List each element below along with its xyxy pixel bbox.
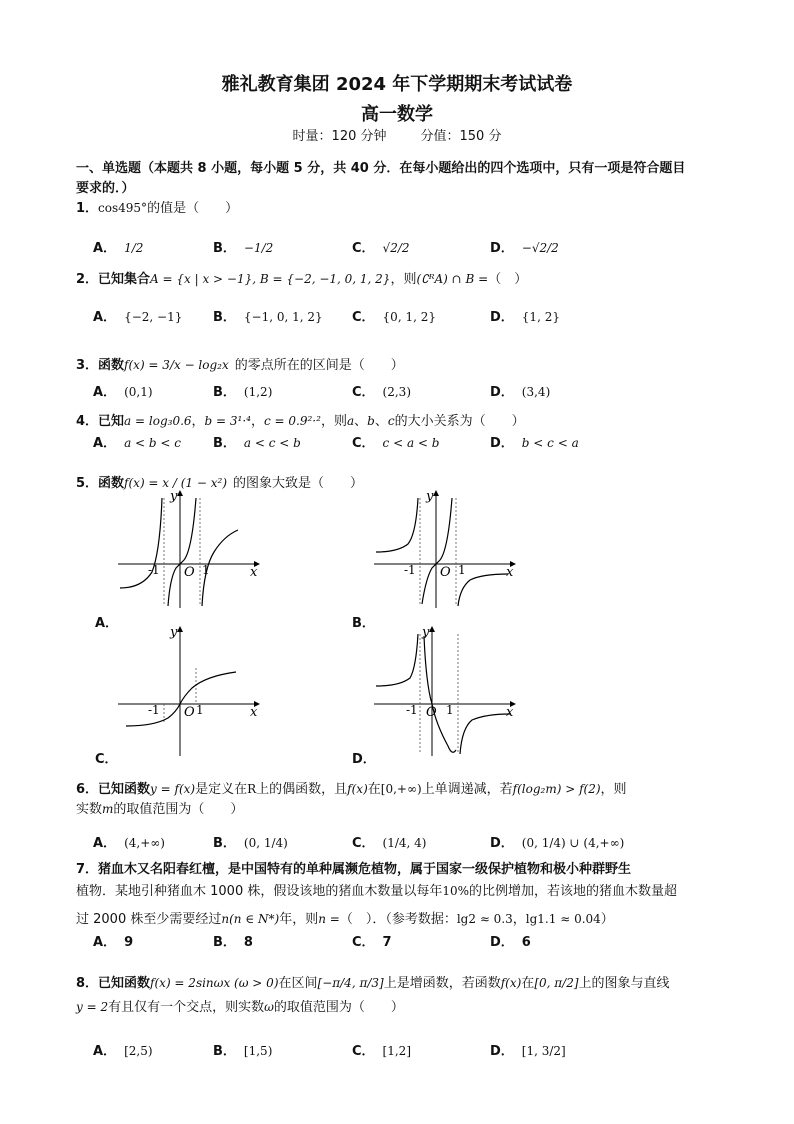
tick-label: -1 [148, 703, 160, 717]
option-value: 6 [521, 935, 531, 950]
option-value: 7 [382, 935, 392, 950]
option-value: b < c < a [521, 436, 579, 450]
graph-c [114, 624, 264, 758]
option-value: (0,1) [124, 385, 153, 399]
q8-interval2: [0, π/2] [534, 976, 579, 990]
q8-expr2: f(x) [500, 976, 522, 990]
option-label: B． [213, 310, 236, 325]
q7-option-c [352, 931, 392, 950]
graph-d [370, 624, 520, 758]
section-heading-line1: 一、单选题（本题共 8 小题，每小题 5 分，共 40 分．在每小题给出的四个选项中，只有一项是符合题目 [76, 161, 686, 176]
q6-option-c [352, 832, 427, 851]
option-value: [1, 3/2] [521, 1044, 566, 1058]
separator: ， [512, 912, 526, 927]
q7-ref2: lg1.1 ≈ 0.04 [525, 912, 601, 926]
option-label: D． [490, 1044, 514, 1059]
origin-label: O [426, 705, 437, 720]
q4-option-d [490, 432, 579, 451]
q3-option-c [352, 381, 411, 400]
q7-text: 过 2000 株至少需要经过 [76, 912, 222, 927]
q4-option-c [352, 432, 439, 451]
q6-text: 上单调递减，若 [421, 782, 513, 797]
var-a: a [346, 414, 355, 428]
exam-meta [0, 125, 794, 144]
tick-label: -1 [148, 563, 160, 577]
q5-stem: 的图象大致是（ ） [233, 476, 364, 491]
q8-option-d [490, 1040, 566, 1059]
option-label: A． [93, 385, 117, 400]
question-7-line2 [76, 880, 677, 899]
option-label: A． [93, 241, 117, 256]
question-number: 4．已知 [76, 414, 125, 429]
q4-expr-b: b = 3¹·⁴ [204, 414, 251, 428]
q6-text: 是定义在 [195, 782, 248, 797]
option-value: {1, 2} [521, 310, 560, 324]
option-value: [1,5) [243, 1044, 273, 1058]
y-axis-label: y [170, 489, 178, 504]
option-value: (3,4) [521, 385, 551, 399]
q7-ref1: lg2 ≈ 0.3 [456, 912, 513, 926]
q7-n: n = [318, 912, 340, 926]
option-value: −√2/2 [521, 241, 559, 255]
option-value: 9 [124, 935, 134, 950]
option-label: A． [93, 836, 117, 851]
option-value: 8 [243, 935, 253, 950]
option-value: a < b < c [124, 436, 181, 450]
q6-option-d [490, 832, 624, 851]
y-axis-label: y [426, 489, 434, 504]
q3-option-d [490, 381, 550, 400]
q4-stem: 的大小关系为（ ） [394, 414, 525, 429]
option-label: C． [352, 836, 375, 851]
q6-option-b [213, 832, 288, 851]
q7-option-d [490, 931, 531, 950]
y-arrow-icon [177, 490, 183, 496]
question-number: 1． [76, 201, 99, 216]
q6-expr3: [0,+∞) [380, 782, 422, 796]
curve-middle [424, 636, 456, 752]
y-arrow-icon [433, 490, 439, 496]
q6-expr2: f(x) [347, 782, 368, 796]
q8-text: 在区间 [278, 976, 318, 991]
q6-R: R [247, 782, 257, 796]
q8-text: 上是增函数，若函数 [383, 976, 501, 991]
question-1 [76, 197, 238, 216]
tick-label: -1 [404, 563, 416, 577]
q7-text: 7．猪血木又名阳春红檀，是中国特有的单种属濒危植物，属于国家一级保护植物和极小种群野生 [76, 862, 632, 877]
separator: ， [250, 414, 264, 429]
option-label: D． [490, 436, 514, 451]
q4-expr-c: c = 0.9²·² [264, 414, 321, 428]
q6-m: m [102, 802, 114, 816]
q8-option-b [213, 1040, 272, 1059]
question-8-line2 [76, 996, 404, 1015]
option-label: C． [352, 310, 375, 325]
option-label: D． [490, 935, 514, 950]
question-8-line1 [76, 972, 670, 991]
q1-option-a [93, 237, 143, 256]
option-value: (1/4, 4) [382, 836, 427, 850]
option-value: [1,2] [382, 1044, 411, 1058]
exam-title: 雅礼教育集团 2024 年下学期期末考试试卷 [221, 74, 573, 95]
q4-stem-pre: ，则 [320, 414, 347, 429]
x-axis-label: x [250, 705, 258, 720]
curve-right [458, 574, 508, 606]
score-label: 分值：150 分 [420, 129, 502, 144]
q8-line2-expr: y = 2 [76, 1000, 109, 1014]
section-heading-line2: 要求的．） [76, 181, 135, 196]
option-label: B． [213, 436, 236, 451]
var-b: b [367, 414, 375, 428]
q8-expr1: f(x) = 2sinωx (ω > 0) [150, 976, 279, 990]
origin-label: O [440, 565, 451, 580]
q6-expr4: f(log₂m) > f(2) [512, 782, 601, 796]
option-label: B． [213, 241, 236, 256]
q7-text: （ ）．（参考数据： [339, 912, 457, 927]
question-number: 3．函数 [76, 358, 125, 373]
q7-option-b [213, 931, 253, 950]
question-2 [76, 268, 527, 287]
q2-mid: ，则 [390, 272, 417, 287]
q2-option-b [213, 306, 323, 325]
y-axis-label: y [422, 625, 430, 640]
tick-label: 1 [196, 703, 204, 717]
option-label: A． [93, 436, 117, 451]
q2-option-a [93, 306, 182, 325]
option-label: B． [213, 385, 236, 400]
curve-right [460, 714, 510, 754]
graph-b [370, 488, 520, 610]
q7-text: 植物．某地引种猪血木 1000 株，假设该地的猪血木数量以每年 [76, 884, 443, 899]
q1-option-c [352, 237, 410, 256]
separator: 、 [354, 414, 368, 429]
q5-expr: f(x) = x / (1 − x²) [124, 476, 228, 490]
q8-option-c [352, 1040, 411, 1059]
q5-option-b: B． [352, 616, 375, 631]
question-number: 8．已知函数 [76, 976, 151, 991]
question-3 [76, 354, 404, 373]
q1-stem: 的值是（ ） [147, 201, 239, 216]
q5-option-d: D． [352, 752, 376, 767]
x-axis-label: x [506, 565, 514, 580]
option-value: {0, 1, 2} [382, 310, 436, 324]
origin-label: O [184, 705, 195, 720]
q8-interval1: [−π/4, π/3] [317, 976, 384, 990]
q2-stem: （ ） [488, 272, 528, 287]
option-label: B． [213, 836, 236, 851]
origin-label: O [184, 565, 195, 580]
q6-expr1: y = f(x) [150, 782, 196, 796]
q6-text: ，则 [600, 782, 627, 797]
q2-expr2: (∁ᴿA) ∩ B = [416, 272, 489, 286]
option-value: (1,2) [243, 385, 273, 399]
var-c: c [387, 414, 395, 428]
q8-text: 有且仅有一个交点，则实数 [108, 1000, 265, 1015]
curve-left [376, 634, 418, 686]
option-value: (4,+∞) [124, 836, 165, 850]
tick-label: -1 [406, 703, 418, 717]
question-number: 5．函数 [76, 476, 125, 491]
q8-text: 在 [521, 976, 535, 991]
q1-option-d [490, 237, 559, 256]
q8-text: 上的图象与直线 [578, 976, 670, 991]
question-7-line1 [76, 858, 631, 877]
option-label: C． [352, 1044, 375, 1059]
subject-title: 高一数学 [361, 104, 433, 125]
q4-expr-a: a = log₃0.6 [124, 414, 192, 428]
q3-stem: 的零点所在的区间是（ ） [234, 358, 404, 373]
question-7-line3 [76, 908, 614, 927]
q7-expr: n(n ∈ N*) [221, 912, 280, 926]
option-label: C． [352, 436, 375, 451]
question-4 [76, 410, 525, 429]
q7-text: ） [600, 912, 614, 927]
option-label: D． [490, 836, 514, 851]
option-value: a < c < b [243, 436, 301, 450]
q6-option-a [93, 832, 165, 851]
option-label: D． [490, 385, 514, 400]
time-label: 时量：120 分钟 [292, 129, 387, 144]
option-label: C． [352, 935, 375, 950]
q7-text: 的比例增加，若该地的猪血木数量超 [469, 884, 678, 899]
y-axis-label: y [170, 625, 178, 640]
option-label: C． [352, 385, 375, 400]
option-value: 1/2 [124, 241, 144, 255]
option-label: A． [93, 935, 117, 950]
graph-a [114, 488, 264, 610]
curve-middle [168, 498, 196, 606]
option-value: √2/2 [382, 241, 410, 255]
tick-label: 1 [202, 563, 210, 577]
option-label: D． [490, 310, 514, 325]
q6-text: 实数 [76, 802, 103, 817]
q6-text: 的取值范围为（ ） [113, 802, 244, 817]
question-6-line1 [76, 778, 627, 797]
option-label: D． [490, 241, 514, 256]
q1-option-b [213, 237, 273, 256]
curve-left [376, 498, 418, 552]
q7-option-a [93, 931, 133, 950]
q3-option-a [93, 381, 153, 400]
option-value: [2,5) [124, 1044, 153, 1058]
curve-middle [422, 498, 452, 604]
tick-label: 1 [446, 703, 454, 717]
option-label: A． [93, 1044, 117, 1059]
option-value: −1/2 [243, 241, 274, 255]
q4-option-b [213, 432, 301, 451]
y-arrow-icon [177, 626, 183, 632]
q2-expr: A = {x | x > −1}, B = {−2, −1, 0, 1, 2} [150, 272, 391, 286]
option-value: c < a < b [382, 436, 440, 450]
option-label: C． [352, 241, 375, 256]
y-arrow-icon [429, 626, 435, 632]
question-number: 2．已知集合 [76, 272, 151, 287]
option-value: {−1, 0, 1, 2} [243, 310, 323, 324]
question-6-line2 [76, 798, 243, 817]
q5-option-a: A． [95, 616, 119, 631]
q3-option-b [213, 381, 272, 400]
option-label: B． [213, 935, 236, 950]
question-number: 6．已知函数 [76, 782, 151, 797]
option-value: (0, 1/4) [243, 836, 288, 850]
separator: 、 [374, 414, 388, 429]
q8-omega: ω [264, 1000, 274, 1014]
q1-expr: cos495° [98, 201, 148, 215]
q8-text: 的取值范围为（ ） [273, 1000, 404, 1015]
separator: ， [191, 414, 205, 429]
q7-pct: 10% [442, 884, 470, 898]
tick-label: 1 [458, 563, 466, 577]
x-axis-label: x [250, 565, 258, 580]
q3-expr: f(x) = 3/x − log₂x [124, 358, 229, 372]
q2-option-c [352, 306, 436, 325]
option-value: {−2, −1} [124, 310, 183, 324]
q5-option-c: C． [95, 752, 118, 767]
q2-option-d [490, 306, 560, 325]
x-axis-label: x [506, 705, 514, 720]
option-value: (2,3) [382, 385, 411, 399]
q7-text: 年，则 [279, 912, 319, 927]
option-label: A． [93, 310, 117, 325]
q6-text: 在 [367, 782, 381, 797]
option-label: B． [213, 1044, 236, 1059]
option-value: (0, 1/4) ∪ (4,+∞) [521, 836, 625, 850]
q6-text: 上的偶函数，且 [256, 782, 348, 797]
q8-option-a [93, 1040, 153, 1059]
curve [126, 672, 236, 726]
q4-option-a [93, 432, 181, 451]
